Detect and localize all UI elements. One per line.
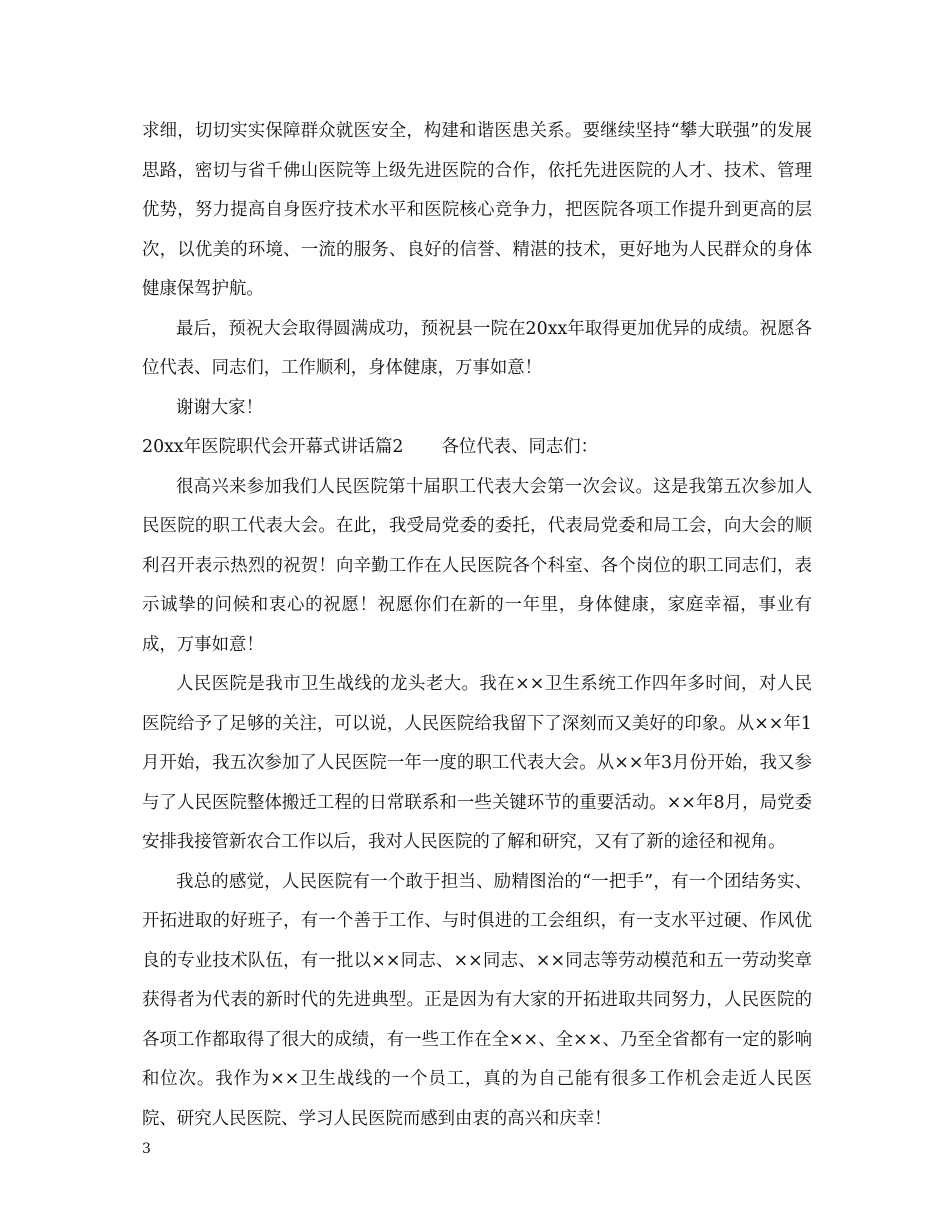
paragraph-hospital-impression: 人民医院是我市卫生战线的龙头老大。我在××卫生系统工作四年多时间，对人民医院给予了足够的关注，可以说，人民医院给我留下了深刻而又美好的印象。从××年1月开始，我五次参加了人民医院一年一度的职工代表大会。从××年3月份开始，我又参与了人民医院整体搬迁工程的日常联系和一些关键环节的重要活动。××年8月，局党委安排我接管新农合工作以后，我对人民医院的了解和研究，又有了新的途径和视角。 <box>142 674 812 852</box>
paragraph-opening-greeting: 很高兴来参加我们人民医院第十届职工代表大会第一次会议。这是我第五次参加人民医院的职工代表大会。在此，我受局党委的委托，代表局党委和局工会，向大会的顺利召开表示热烈的祝贺！向辛勤工作在人民医院各个科室、各个岗位的职工同志们，表示诚挚的问候和衷心的祝愿！祝愿你们在新的一年里，身体健康，家庭幸福，事业有成，万事如意！ <box>142 476 812 655</box>
paragraph-best-wishes: 最后，预祝大会取得圆满成功，预祝县一院在20xx年取得更加优异的成绩。祝愿各位代表、同志们，工作顺利，身体健康，万事如意！ <box>142 318 812 378</box>
salutation: 各位代表、同志们： <box>441 437 599 457</box>
section-heading <box>142 428 812 468</box>
section-title: 20xx年医院职代会开幕式讲话篇2 <box>142 437 404 457</box>
page-number: 3 <box>142 1141 151 1157</box>
paragraph-closing-remarks: 求细，切切实实保障群众就医安全，构建和谐医患关系。要继续坚持“攀大联强”的发展思路，密切与省千佛山医院等上级先进医院的合作，依托先进医院的人才、技术、管理优势，努力提高自身医疗技术水平和医院核心竞争力，把医院各项工作提升到更高的层次，以优美的环境、一流的服务、良好的信誉、精湛的技术，更好地为人民群众的身体健康保驾护航。 <box>142 121 812 299</box>
paragraph-overall-feeling: 我总的感觉，人民医院有一个敢于担当、励精图治的“一把手”，有一个团结务实、开拓进取的好班子，有一个善于工作、与时俱进的工会组织，有一支水平过硬、作风优良的专业技术队伍，有一批以××同志、××同志、××同志等劳动模范和五一劳动奖章获得者为代表的新时代的先进典型。正是因为有大家的开拓进取共同努力，人民医院的各项工作都取得了很大的成绩，有一些工作在全××、全××、乃至全省都有一定的影响和位次。我作为××卫生战线的一个员工，真的为自己能有很多工作机会走近人民医院、研究人民医院、学习人民医院而感到由衷的高兴和庆幸！ <box>142 871 812 1129</box>
paragraph-thanks: 谢谢大家！ <box>176 397 263 418</box>
document-body <box>142 112 812 1139</box>
